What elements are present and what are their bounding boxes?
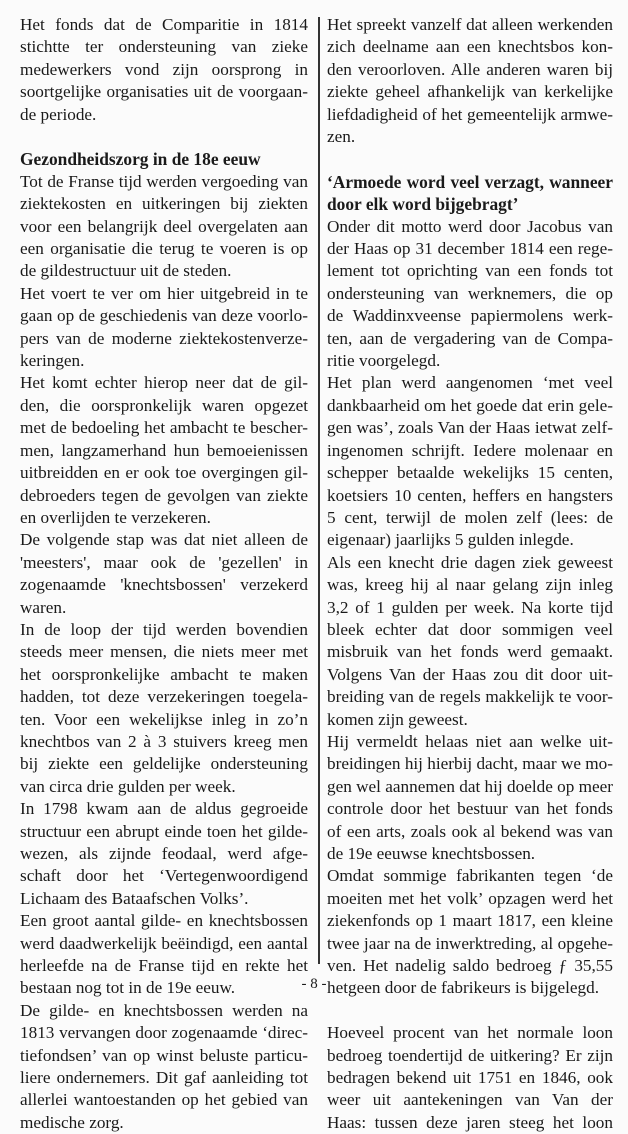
text-line: de periode. <box>20 104 97 124</box>
text-line: stichtte ter ondersteuning van zieke <box>20 37 308 57</box>
text-line: de Waddinxveense papiermolens werk- <box>327 306 613 326</box>
text-line: ten. Voor een wekelijkse inleg in zo’n <box>20 709 308 729</box>
paragraph <box>20 1000 308 1134</box>
text-line: met de bedoeling het ambacht te bescher- <box>20 418 308 438</box>
text-line: bedragen bekend uit 1751 en 1846, ook <box>327 1068 613 1088</box>
text-line: hetgeen door de fabrikeurs is bijgelegd. <box>327 978 600 998</box>
spacer <box>327 148 613 170</box>
right-column <box>327 14 613 1134</box>
text-line: werd daadwerkelijk beëindigd, een aantal <box>20 933 308 953</box>
left-column <box>20 14 308 1134</box>
paragraph <box>20 529 308 619</box>
text-line: misbruik van het fonds werd gemaakt. <box>327 642 613 662</box>
text-line: ziekenfonds op 1 maart 1817, een kleine <box>327 911 613 931</box>
text-line: Het plan werd aangenomen ‘met veel <box>327 373 613 393</box>
text-line: allerlei wantoestanden op het gebied van <box>20 1090 308 1110</box>
text-line: Het voert te ver om hier uitgebreid in te <box>20 283 308 303</box>
text-line: gen wel aannemen dat hij doelde op meer <box>327 776 613 796</box>
text-line: knechtbos van 2 à 3 stuivers kreeg men <box>20 731 308 751</box>
text-line: ondersteuning van werknemers, die op <box>327 283 613 303</box>
text-line: medewerkers vond zijn oorsprong in <box>20 59 308 79</box>
text-line: medische zorg. <box>20 1112 124 1132</box>
text-line: schaft door het ‘Vertegenwoordigend <box>20 866 308 886</box>
section-heading-gezondheidszorg: Gezondheidszorg in de 18e eeuw <box>20 149 261 170</box>
text-line: Volgens Van der Haas zou dit door uit- <box>327 664 613 684</box>
text-line: zogenaamde 'knechtsbossen' verzekerd <box>20 575 308 595</box>
text-line: breiding van de regels makkelijk te voor- <box>327 687 613 707</box>
text-line: lement tot oprichting van een fonds tot <box>327 261 613 281</box>
text-line: liere ondernemers. Dit gaf aanleiding tot <box>20 1068 308 1088</box>
text-line: In de loop der tijd werden bovendien <box>20 619 308 639</box>
text-line: zen. <box>327 127 356 147</box>
text-line: 'meesters', maar ook de 'gezellen' in <box>20 552 308 572</box>
text-line: een organisatie die terug te voeren is op <box>20 239 308 259</box>
text-line: ingenomen schrijft. Iedere molenaar en <box>327 440 613 460</box>
page-number: - 8 - <box>301 976 327 992</box>
text-line: 3,2 of 1 gulden per week. Na korte tijd <box>327 597 613 617</box>
text-line: Het fonds dat de Comparitie in 1814 <box>20 15 308 34</box>
text-line: de gildestructuur uit de steden. <box>20 261 232 281</box>
paragraph <box>20 798 308 910</box>
intro-paragraph <box>20 14 308 126</box>
text-line: De gilde- en knechtsbossen werden na <box>20 1000 308 1020</box>
section-heading-armoede <box>327 171 613 216</box>
text-line: steeds meer mensen, die niets meer met <box>20 642 308 662</box>
text-line: ritie voorgelegd. <box>327 351 441 371</box>
text-line: 5 cent, terwijl de molen zelf (lees: de <box>327 507 613 527</box>
text-line: was, kreeg hij al naar gelang zijn inleg <box>327 575 613 595</box>
text-line: ten, aan de vergadering van de Compa- <box>327 328 613 348</box>
spacer <box>327 1000 613 1022</box>
text-line: ven. Het nadelig saldo bedroeg ƒ 35,55 <box>327 956 613 976</box>
text-line: Het komt echter hierop neer dat de gil- <box>20 373 308 393</box>
text-line: of een arts, zoals ook al bekend was van <box>327 821 613 841</box>
paragraph <box>20 283 308 373</box>
text-line: Onder dit motto werd door Jacobus van <box>327 216 613 236</box>
spacer <box>20 126 308 148</box>
text-line: Omdat sommige fabrikanten tegen ‘de <box>327 866 613 886</box>
paragraph <box>20 619 308 798</box>
text-line: door elk word bijgebragt’ <box>327 194 519 215</box>
text-line: gaan op de geschiedenis van deze voorlo- <box>20 306 308 326</box>
text-line: ziektekosten en uitkeringen bij ziekten <box>20 194 308 214</box>
text-line: den veroorloven. Alle anderen waren bij <box>327 59 613 79</box>
text-line: 1813 vervangen door zogenaamde ‘direc- <box>20 1023 308 1043</box>
paragraph <box>20 171 308 283</box>
text-line: In 1798 kwam aan de aldus gegroeide <box>20 799 308 819</box>
text-line: debroeders tegen de gevolgen van ziekte <box>20 485 308 505</box>
text-line: herleefde na de Franse tijd en rekte het <box>20 956 308 976</box>
text-line: Hoeveel procent van het normale loon <box>327 1023 613 1043</box>
text-line: schepper betaalde wekelijks 15 centen, <box>327 463 613 483</box>
text-line: weer uit aantekeningen van Van der <box>327 1090 613 1110</box>
text-line: Lichaam des Bataafschen Volks’. <box>20 888 249 908</box>
paragraph <box>327 216 613 373</box>
text-line: men, langzamerhand hun bemoeienissen <box>20 440 308 460</box>
text-line: koetsiers 10 centen, heffers en hangsters <box>327 485 613 505</box>
closing-paragraph <box>327 1022 613 1134</box>
right-paragraphs <box>327 216 613 1000</box>
text-line: van circa drie gulden per week. <box>20 776 236 796</box>
text-line: ‘Armoede word veel verzagt, wanneer <box>327 171 613 192</box>
text-line: keringen. <box>20 351 85 371</box>
text-line: den, die oorspronkelijk waren opgezet <box>20 395 308 415</box>
text-line: zich deelname aan een knechtsbos kon- <box>327 37 613 57</box>
paragraph <box>327 731 613 865</box>
text-line: bestaan nog tot in de 19e eeuw. <box>20 978 236 998</box>
text-line: moeiten met het volk’ opzagen werd het <box>327 888 613 908</box>
paragraph <box>20 372 308 529</box>
text-line: het oorspronkelijke ambacht te maken <box>20 664 308 684</box>
text-line: Tot de Franse tijd werden vergoeding van <box>20 171 308 191</box>
text-line: uitbreidden en er ook toe overgingen gil- <box>20 463 308 483</box>
text-line: Haas: tussen deze jaren steeg het loon <box>327 1112 613 1132</box>
text-line: soortgelijke organisaties uit de voorgaan- <box>20 82 308 102</box>
text-line: Het spreekt vanzelf dat alleen werkenden <box>327 15 613 34</box>
paragraph <box>327 552 613 731</box>
text-line: eigenaar) jaarlijks 5 gulden inlegde. <box>327 530 574 550</box>
text-line: tiefondsen’ van op winst beluste particu- <box>20 1045 308 1065</box>
text-line: en overlijden te verzekeren. <box>20 507 211 527</box>
intro-paragraph-right <box>327 14 613 148</box>
text-line: pers van de moderne ziektekostenverze- <box>20 328 308 348</box>
text-line: hadden, tot deze verzekeringen toegela- <box>20 687 308 707</box>
text-line: gen was’, zoals Van der Haas ietwat zelf- <box>327 418 613 438</box>
text-line: ziekte geheel afhankelijk van kerkelijke <box>327 82 613 102</box>
text-line: dankbaarheid om het goede dat erin gele- <box>327 395 613 415</box>
paragraph <box>327 372 613 551</box>
text-line: bedroeg toendertijd de uitkering? Er zijn <box>327 1045 613 1065</box>
text-line: breidingen hij hierbij dacht, maar we mo- <box>327 754 613 774</box>
text-line: Hij vermeldt helaas niet aan welke uit- <box>327 731 613 751</box>
text-line: liefdadigheid of het gemeentelijk armwe- <box>327 104 613 124</box>
text-line: bij ziekte een geldelijke ondersteuning <box>20 754 308 774</box>
text-line: wezen, als zijnde feodaal, werd afge- <box>20 844 308 864</box>
text-line: structuur een abrupt einde toen het gilde- <box>20 821 308 841</box>
text-line: Als een knecht drie dagen ziek geweest <box>327 552 613 572</box>
text-line: der Haas op 31 december 1814 een rege- <box>327 239 613 259</box>
text-line: De volgende stap was dat niet alleen de <box>20 530 308 550</box>
text-line: komen zijn geweest. <box>327 709 468 729</box>
text-line: de 19e eeuwse knechtsbossen. <box>327 844 536 864</box>
text-line: bleek echter dat door sommigen veel <box>327 619 613 639</box>
text-line: voor een belangrijk deel overgelaten aan <box>20 216 308 236</box>
text-line: waren. <box>20 597 67 617</box>
column-divider <box>318 17 320 964</box>
text-line: twee jaar na de inwerktreding, al opgehe- <box>327 933 613 953</box>
text-line: controle door het bestuur van het fonds <box>327 799 613 819</box>
text-line: Een groot aantal gilde- en knechtsbossen <box>20 911 308 931</box>
